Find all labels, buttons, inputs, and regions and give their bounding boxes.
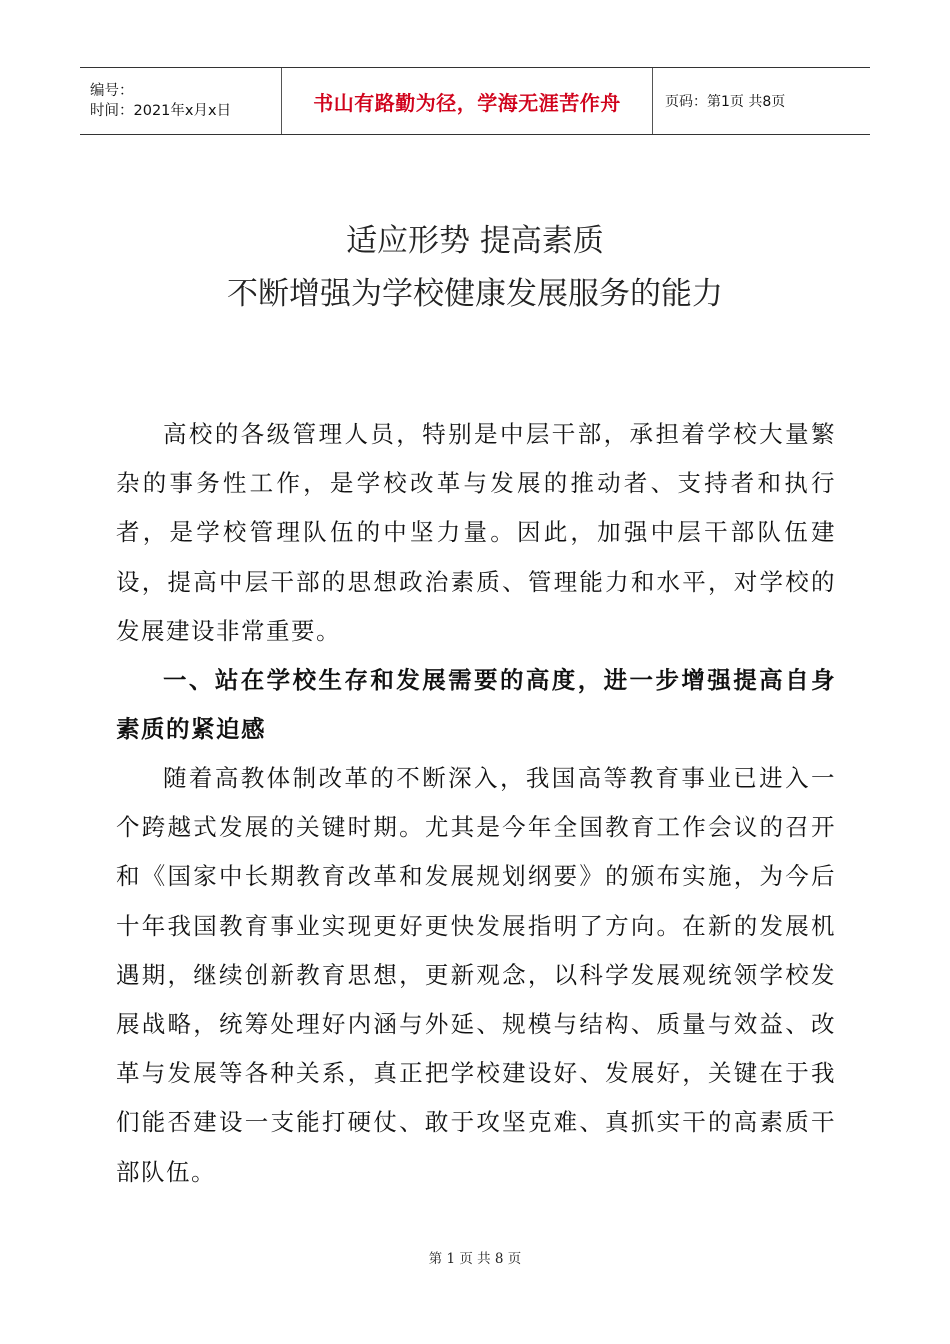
header-motto-cell: [281, 68, 653, 134]
header-page-cell: [653, 68, 870, 134]
paragraph-section-1: 随着高教体制改革的不断深入，我国高等教育事业已进入一个跨越式发展的关键时期。尤其是今年全国教育工作会议的召开和《国家中长期教育改革和发展规划纲要》的颁布实施，为今后十年我国教育事业实现更好更快发展指明了方向。在新的发展机遇期，继续创新教育思想，更新观念，以科学发展观统领学校发展战略，统筹处理好内涵与外延、规模与结构、质量与效益、改革与发展等各种关系，真正把学校建设好、发展好，关键在于我们能否建设一支能打硬仗、敢于攻坚克难、真抓实干的高素质干部队伍。: [116, 764, 836, 1186]
document-date: 时间：2021年x月x日: [90, 103, 232, 119]
header-meta: [80, 68, 281, 134]
document-title-line1: 适应形势 提高素质: [346, 223, 604, 259]
document-title-line2: 不断增强为学校健康发展服务的能力: [227, 276, 723, 312]
page-footer: 第 1 页 共 8 页: [428, 1251, 522, 1267]
header-motto: 书山有路勤为径，学海无涯苦作舟: [313, 90, 621, 115]
section-heading-1: 一、站在学校生存和发展需要的高度，进一步增强提高自身素质的紧迫感: [116, 666, 836, 744]
document-header: [80, 67, 870, 135]
header-page-info: 页码：第1页 共8页: [665, 94, 786, 110]
paragraph-intro: 高校的各级管理人员，特别是中层干部，承担着学校大量繁杂的事务性工作，是学校改革与发展的推动者、支持者和执行者，是学校管理队伍的中坚力量。因此，加强中层干部队伍建设，提高中层干部的思想政治素质、管理能力和水平，对学校的发展建设非常重要。: [116, 420, 836, 645]
document-number-label: 编号：: [90, 83, 134, 99]
